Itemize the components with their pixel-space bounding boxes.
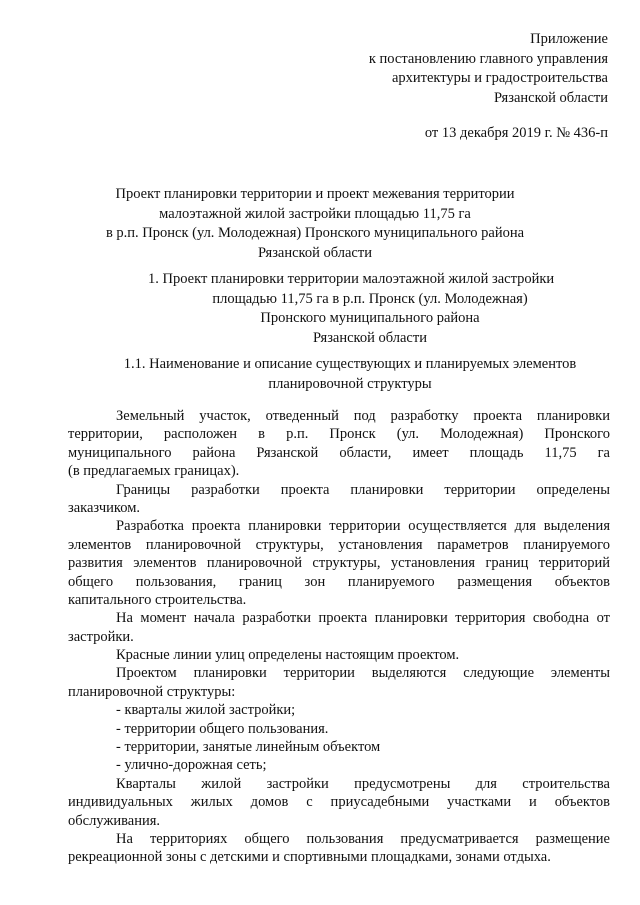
body-line: - территории, занятые линейным объектом [116,739,381,756]
body-line: Красные линии улиц определены настоящим проектом. [116,647,460,664]
body-line: элементов планировочной структуры, установления параметров планируемого [68,536,610,553]
body-line: муниципального района Рязанской области, имеет площадь 11,75 га [68,444,610,461]
subsection-heading [70,355,630,394]
title-line: Рязанской области [258,244,372,261]
section-line: Пронского муниципального района [260,310,480,326]
body-line: Разработка проекта планировки территории осуществляется для выделения [116,518,610,535]
body-line: Кварталы жилой застройки предусмотрены для строительства [116,775,610,792]
title-line: малоэтажной жилой застройки площадью 11,75 га [159,205,471,222]
title-line: Проект планировки территории и проект межевания территории [115,186,515,202]
approval-line: Рязанской области [494,89,608,106]
body-line: застройки. [68,628,134,645]
approval-block [300,30,608,108]
body-line: общего пользования, границ зон планируемого размещения объектов [68,573,610,590]
body-line: обслуживания. [68,812,161,829]
approval-line: архитектуры и градостроительства [391,70,608,86]
decree-date: от 13 декабря 2019 г. № 436-п [424,125,608,141]
body-line: развития элементов планировочной структуры, установления границ территорий [68,555,610,572]
body-line: капитального строительства. [68,591,247,608]
body-text [68,407,610,867]
approval-line: Приложение [530,31,608,47]
subsection-line: планировочной структуры [268,375,432,392]
body-line: - улично-дорожная сеть; [116,757,267,774]
section-line: Рязанской области [313,329,427,346]
body-line: Проектом планировки территории выделяются следующие элементы [116,665,610,682]
document-title [80,185,550,263]
body-line: территории, расположен в р.п. Пронск (ул. Молодежная) Пронского [68,426,610,443]
body-line: (в предлагаемых границах). [68,463,240,480]
subsection-line: 1.1. Наименование и описание существующих и планируемых элементов [123,356,577,372]
section-heading [130,270,610,348]
body-line: индивидуальных жилых домов с приусадебными участками и объектов [68,794,610,811]
body-line: заказчиком. [68,499,140,516]
body-line: рекреационной зоны с детскими и спортивными площадками, зонами отдыха. [68,849,551,866]
body-line: планировочной структуры: [68,683,236,700]
body-line: - территории общего пользования. [116,720,329,737]
title-line: в р.п. Пронск (ул. Молодежная) Пронского муниципального района [105,225,525,241]
body-line: Земельный участок, отведенный под разработку проекта планировки [116,408,610,424]
section-line: 1. Проект планировки территории малоэтажной жилой застройки [148,271,555,287]
body-line: На момент начала разработки проекта планировки территория свободна от [116,610,610,627]
body-line: На территориях общего пользования предусматривается размещение [116,830,610,847]
body-line: - кварталы жилой застройки; [116,702,296,719]
section-line: площадью 11,75 га в р.п. Пронск (ул. Молодежная) [212,290,528,307]
approval-line: к постановлению главного управления [368,50,608,67]
body-line: Границы разработки проекта планировки территории определены [116,481,610,498]
